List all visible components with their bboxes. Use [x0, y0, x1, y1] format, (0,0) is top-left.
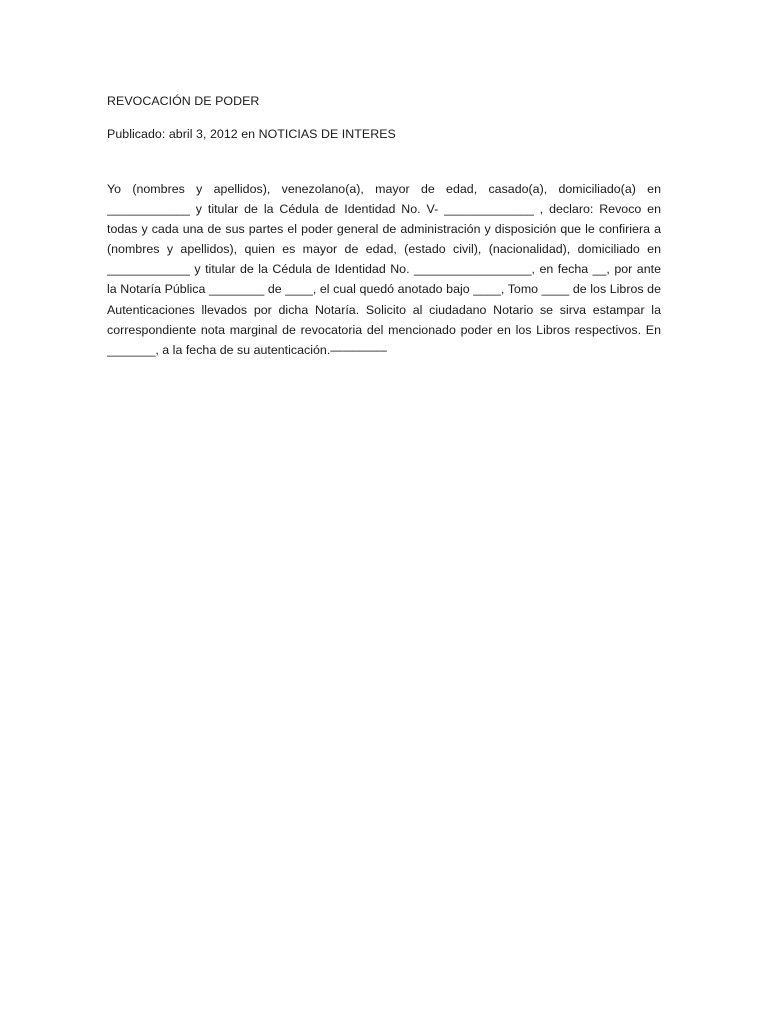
body-line: Autenticaciones llevados por dicha Notaría. Solicito al ciudadano Notario se sirva estampar la — [107, 302, 661, 317]
body-line: ____________ y titular de la Cédula de Identidad No. _________________, en fecha __, por ante — [107, 262, 661, 277]
body-line: ____________ y titular de la Cédula de Identidad No. V- _____________ , declaro: Revoco en — [107, 202, 661, 217]
body-line: todas y cada una de sus partes el poder general de administración y disposición que le confiriera a — [107, 222, 661, 237]
body-line: _______, a la fecha de su autenticación.————– — [107, 342, 387, 357]
publication-info: Publicado: abril 3, 2012 en NOTICIAS DE INTERES — [107, 127, 396, 141]
document-content — [107, 92, 661, 360]
body-line: la Notaría Pública ________ de ____, el cual quedó anotado bajo ____, Tomo ____ de los Libros de — [107, 282, 661, 297]
body-line: correspondiente nota marginal de revocatoria del mencionado poder en los Libros respectivos. En — [107, 322, 661, 337]
document-title: REVOCACIÓN DE PODER — [107, 94, 260, 108]
body-line: (nombres y apellidos), quien es mayor de edad, (estado civil), (nacionalidad), domiciliado en — [107, 242, 661, 257]
document-body — [107, 179, 661, 360]
body-line: Yo (nombres y apellidos), venezolano(a), mayor de edad, casado(a), domiciliado(a) en — [107, 182, 661, 196]
